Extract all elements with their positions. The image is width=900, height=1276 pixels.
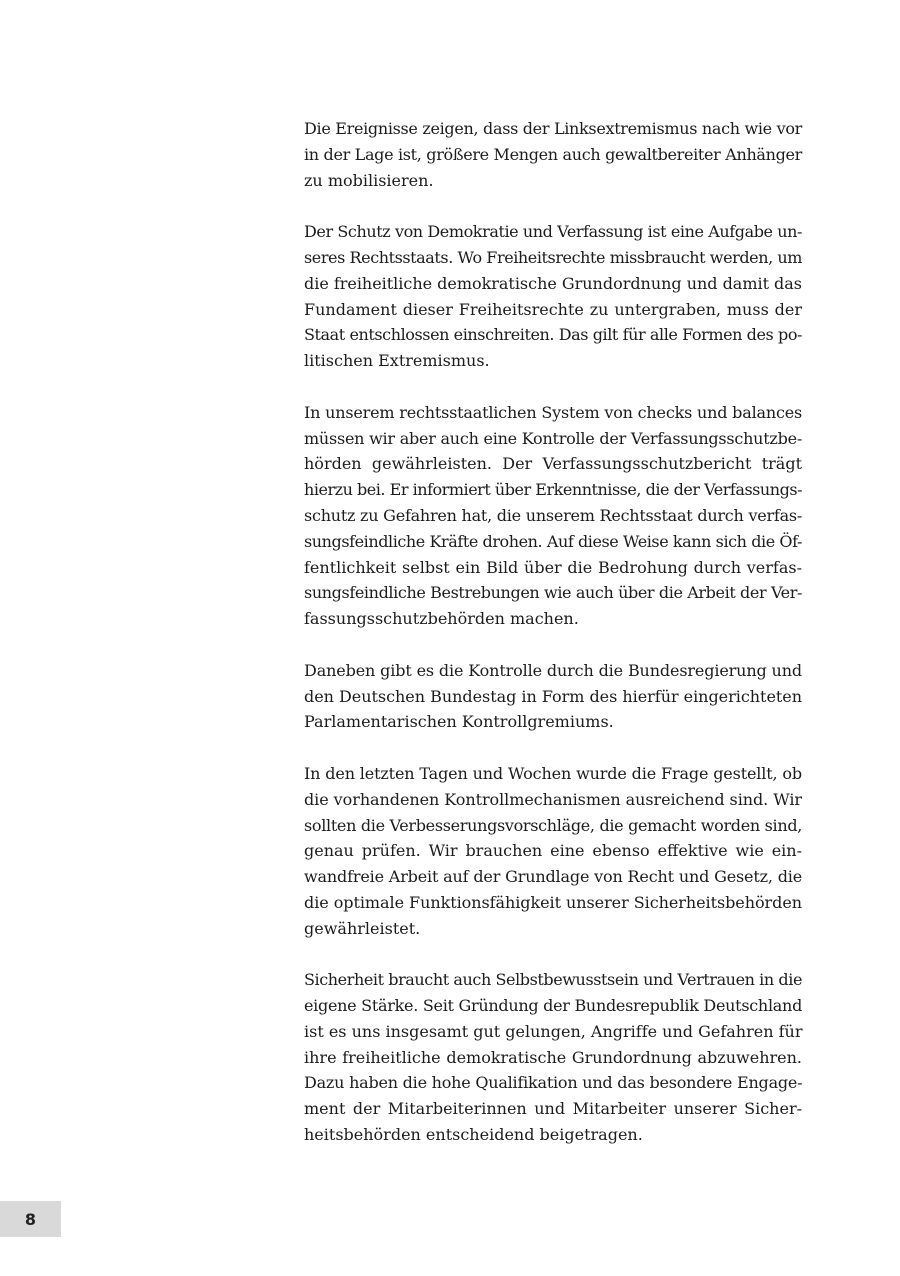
text-line: sollten die Verbesserungsvorschläge, die gemacht worden sind,	[304, 815, 803, 835]
text-line: Die Ereignisse zeigen, dass der Linksextremismus nach wie vor	[304, 119, 802, 138]
text-line: fentlichkeit selbst ein Bild über die Bedrohung durch verfas-	[304, 557, 802, 577]
text-line: In unserem rechtsstaatlichen System von checks und balances	[304, 402, 803, 422]
text-line: sungsfeindliche Bestrebungen wie auch über die Arbeit der Ver-	[304, 583, 802, 603]
text-line: ihre freiheitliche demokratische Grundordnung abzuwehren.	[304, 1047, 802, 1067]
text-line: hierzu bei. Er informiert über Erkenntnisse, die der Verfassungs-	[304, 480, 802, 500]
text-line: Dazu haben die hohe Qualifikation und das besondere Engage-	[304, 1073, 803, 1093]
paragraph-4	[304, 658, 802, 735]
text-line: Sicherheit braucht auch Selbstbewusstsein und Vertrauen in die	[304, 970, 802, 990]
text-line: die vorhandenen Kontrollmechanismen ausreichend sind. Wir	[304, 789, 802, 809]
text-line: litischen Extremismus.	[304, 351, 490, 371]
text-line: hörden gewährleisten. Der Verfassungsschutzbericht trägt	[304, 454, 802, 474]
text-line: schutz zu Gefahren hat, die unserem Rechtsstaat durch verfas-	[304, 505, 803, 525]
text-line: Parlamentarischen Kontrollgremiums.	[304, 712, 614, 732]
text-line: müssen wir aber auch eine Kontrolle der Verfassungsschutzbe-	[304, 428, 803, 448]
page-number: 8	[24, 1209, 37, 1229]
text-line: Staat entschlossen einschreiten. Das gilt für alle Formen des po-	[304, 325, 803, 345]
text-line: eigene Stärke. Seit Gründung der Bundesrepublik Deutschland	[304, 996, 803, 1016]
text-line: wandfreie Arbeit auf der Grundlage von Recht und Gesetz, die	[304, 867, 803, 887]
text-line: Der Schutz von Demokratie und Verfassung ist eine Aufgabe un-	[304, 222, 803, 242]
page-number-tab	[0, 1201, 61, 1237]
text-line: in der Lage ist, größere Mengen auch gewaltbereiter Anhänger	[304, 144, 802, 164]
text-line: seres Rechtsstaats. Wo Freiheitsrechte missbraucht werden, um	[304, 247, 803, 267]
text-line: heitsbehörden entscheidend beigetragen.	[304, 1125, 643, 1145]
paragraph-1	[304, 116, 802, 193]
text-line: gewährleistet.	[304, 918, 421, 938]
text-line: den Deutschen Bundestag in Form des hierfür eingerichteten	[304, 686, 803, 706]
text-line: die freiheitliche demokratische Grundordnung und damit das	[304, 273, 802, 293]
paragraph-2	[304, 219, 802, 374]
text-line: Fundament dieser Freiheitsrechte zu untergraben, muss der	[304, 299, 802, 319]
paragraph-5	[304, 761, 802, 942]
paragraph-6	[304, 967, 802, 1148]
text-line: die optimale Funktionsfähigkeit unserer Sicherheitsbehörden	[304, 892, 803, 912]
paragraph-3	[304, 400, 802, 632]
text-line: Daneben gibt es die Kontrolle durch die Bundesregierung und	[304, 660, 802, 680]
text-line: fassungsschutzbehörden machen.	[304, 609, 579, 629]
text-line: ist es uns insgesamt gut gelungen, Angriffe und Gefahren für	[304, 1021, 803, 1041]
body-text	[304, 116, 802, 1174]
text-line: zu mobilisieren.	[304, 170, 434, 190]
text-line: ment der Mitarbeiterinnen und Mitarbeiter unserer Sicher-	[304, 1099, 802, 1119]
text-line: In den letzten Tagen und Wochen wurde die Frage gestellt, ob	[304, 763, 803, 783]
text-line: sungsfeindliche Kräfte drohen. Auf diese Weise kann sich die Öf-	[304, 531, 802, 551]
text-line: genau prüfen. Wir brauchen eine ebenso effektive wie ein-	[304, 841, 802, 861]
